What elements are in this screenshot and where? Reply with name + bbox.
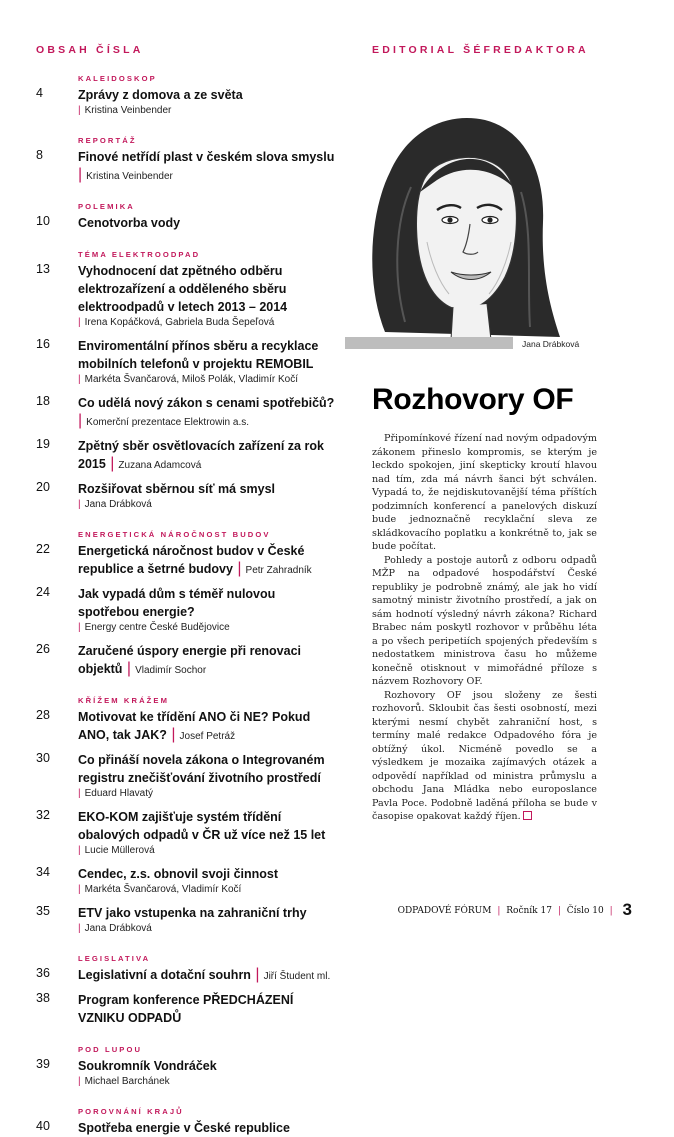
entry-title: Co přináší novela zákona o Integrovaném registru znečišťování životního prostředí xyxy=(78,753,325,785)
entry-page-number: 38 xyxy=(36,991,50,1005)
footer-separator: | xyxy=(557,906,561,916)
author-separator: | xyxy=(78,166,83,183)
toc-entry[interactable] xyxy=(36,966,336,984)
section-label: KŘÍŽEM KRÁŽEM xyxy=(78,696,169,705)
toc-entry[interactable] xyxy=(36,480,336,512)
editorial-paragraph xyxy=(372,689,597,824)
entry-title: Vyhodnocení dat zpětného odběru elektrozařízení a odděleného sběru elektroodpadů v letech 2013 – 2014 xyxy=(78,264,288,314)
toc-section xyxy=(36,202,336,232)
entry-title: Zprávy z domova a ze světa xyxy=(78,88,243,102)
editorial-header xyxy=(372,44,628,56)
entry-page-number: 40 xyxy=(36,1119,50,1133)
author-separator: | xyxy=(78,1076,81,1087)
toc-section xyxy=(36,530,336,678)
entry-page-number: 30 xyxy=(36,751,50,765)
entry-page-number: 19 xyxy=(36,437,50,451)
section-label: ENERGETICKÁ NÁROČNOST BUDOV xyxy=(78,530,271,539)
entry-title: Cenotvorba vody xyxy=(78,216,181,230)
toc-entry[interactable] xyxy=(36,337,336,387)
entry-author: Lucie Müllerová xyxy=(84,845,155,856)
entry-author: Irena Kopáčková, Gabriela Buda Šepeľová xyxy=(84,317,275,328)
entry-page-number: 20 xyxy=(36,480,50,494)
entry-author: Zuzana Adamcová xyxy=(118,460,202,471)
entry-author: Kristina Veinbender xyxy=(84,105,172,116)
entry-author-line xyxy=(78,883,336,897)
section-label: LEGISLATIVA xyxy=(78,954,151,963)
entry-title: Cendec, z.s. obnovil svoji činnost xyxy=(78,867,279,881)
entry-title: Rozšiřovat sběrnou síť má smysl xyxy=(78,482,276,496)
author-separator: | xyxy=(78,923,81,934)
section-label: TÉMA ELEKTROODPAD xyxy=(78,250,201,259)
author-separator: | xyxy=(78,622,81,633)
entry-page-number: 26 xyxy=(36,642,50,656)
page-footer xyxy=(398,900,632,920)
editorial-heading: EDITORIAL ŠÉFREDAKTORA xyxy=(372,44,589,56)
entry-author: Jiří Študent ml. xyxy=(263,971,331,982)
entry-author: Markéta Švančarová, Miloš Polák, Vladimír Kočí xyxy=(84,374,299,385)
entry-author: Jana Drábková xyxy=(84,923,152,934)
entry-author-line xyxy=(78,498,336,512)
issue: Číslo 10 xyxy=(566,906,604,916)
toc-section xyxy=(36,136,336,184)
toc-entry[interactable] xyxy=(36,865,336,897)
editorial-paragraph: Pohledy a postoje autorů z odboru odpadů MŽP na odpadové hospodářství České republiky je podrobně známý, ale jak ho vidí samotný ministr životního prostředí, a jak on sám hodnotí výsledný návrh zákona? Richard Brabec nám poskytl rozhovor v průběhu léta a po všech peripetiích spojených především s nedostatkem ministrova času ho můžeme konečně otisknout v mimořádné příloze s názvem Rozhovory OF. xyxy=(372,554,597,687)
entry-page-number: 35 xyxy=(36,904,50,918)
toc-section xyxy=(36,1045,336,1089)
author-separator: | xyxy=(78,412,83,429)
end-mark-icon xyxy=(523,811,532,820)
author-separator: | xyxy=(78,499,81,510)
entry-page-number: 18 xyxy=(36,394,50,408)
toc-entry[interactable] xyxy=(36,148,336,184)
toc-entry[interactable] xyxy=(36,1057,336,1089)
entry-author-line xyxy=(78,922,336,936)
editorial-headline: Rozhovory OF xyxy=(372,383,574,416)
entry-page-number: 36 xyxy=(36,966,50,980)
entry-author: Josef Petráž xyxy=(179,731,236,742)
magazine-name: ODPADOVÉ FÓRUM xyxy=(397,906,492,916)
toc-section xyxy=(36,954,336,1027)
section-label: POLEMIKA xyxy=(78,202,135,211)
entry-author-line xyxy=(78,373,336,387)
entry-page-number: 10 xyxy=(36,214,50,228)
entry-author: Markéta Švančarová, Vladimír Kočí xyxy=(84,884,242,895)
toc-entry[interactable] xyxy=(36,437,336,473)
author-separator: | xyxy=(78,845,81,856)
entry-title: ETV jako vstupenka na zahraniční trhy xyxy=(78,906,307,920)
table-of-contents xyxy=(36,44,336,1137)
author-separator: | xyxy=(78,884,81,895)
author-separator: | xyxy=(78,788,81,799)
author-separator: | xyxy=(78,374,81,385)
toc-sections xyxy=(36,74,336,1137)
toc-entry[interactable] xyxy=(36,808,336,858)
section-label: POD LUPOU xyxy=(78,1045,143,1054)
entry-title: Energetická náročnost budov v České republice a šetrné budovy xyxy=(78,544,305,576)
volume: Ročník 17 xyxy=(506,906,552,916)
entry-title: Enviromentální přínos sběru a recyklace mobilních telefonů v projektu REMOBIL xyxy=(78,339,319,371)
entry-author-line xyxy=(78,104,336,118)
entry-author: Vladimír Sochor xyxy=(135,665,207,676)
toc-entry[interactable] xyxy=(36,542,336,578)
entry-page-number: 32 xyxy=(36,808,50,822)
editorial-paragraph: Připomínkové řízení nad novým odpadovým zákonem přineslo kompromis, se kterým je leckdo spokojen, jiní skepticky kroutí hlavou nad tím, zda má návrh šanci být schválen. Vypadá to, že nejdiskutovanější téma příštích podzimních konferencí a panelových diskuzí bude jednoznačně recyklační sleva ze skládkovacího poplatku a konkrétně to, jak se bude počítat. xyxy=(372,433,597,552)
footer-separator: | xyxy=(609,906,613,916)
portrait-caption: Jana Drábková xyxy=(522,339,580,349)
toc-entry[interactable] xyxy=(36,585,336,635)
editorial-body xyxy=(372,432,597,824)
entry-page-number: 34 xyxy=(36,865,50,879)
toc-entry[interactable] xyxy=(36,394,336,430)
entry-title: Legislativní a dotační souhrn xyxy=(78,968,251,982)
entry-author: Petr Zahradník xyxy=(245,565,312,576)
entry-title: Finové netřídí plast v českém slova smyslu xyxy=(78,150,335,164)
toc-entry[interactable] xyxy=(36,1119,336,1137)
entry-title: Zaručené úspory energie při renovaci objektů xyxy=(78,644,301,676)
entry-page-number: 16 xyxy=(36,337,50,351)
entry-page-number: 39 xyxy=(36,1057,50,1071)
toc-heading: OBSAH ČÍSLA xyxy=(36,44,144,56)
section-label: REPORTÁŽ xyxy=(78,136,137,145)
toc-section xyxy=(36,696,336,936)
entry-author: Jana Drábková xyxy=(84,499,152,510)
author-separator: | xyxy=(78,105,81,116)
author-separator: | xyxy=(255,966,260,983)
entry-author: Michael Barchánek xyxy=(84,1076,170,1087)
entry-title: Jak vypadá dům s téměř nulovou spotřebou energie? xyxy=(78,587,276,619)
section-label: KALEIDOSKOP xyxy=(78,74,157,83)
entry-author: Eduard Hlavatý xyxy=(84,788,153,799)
editor-portrait-illustration xyxy=(345,92,565,340)
entry-author: Kristina Veinbender xyxy=(86,171,173,182)
entry-page-number: 22 xyxy=(36,542,50,556)
entry-title: Program konference PŘEDCHÁZENÍ VZNIKU ODPADŮ xyxy=(78,993,294,1025)
section-label: POROVNÁNÍ KRAJŮ xyxy=(78,1107,184,1116)
entry-title: Spotřeba energie v České republice xyxy=(78,1121,290,1135)
entry-author-line xyxy=(78,787,336,801)
entry-author: Energy centre České Budějovice xyxy=(84,622,230,633)
toc-entry[interactable] xyxy=(36,642,336,678)
toc-section xyxy=(36,1107,336,1137)
author-separator: | xyxy=(126,660,132,677)
entry-page-number: 4 xyxy=(36,86,43,100)
entry-page-number: 24 xyxy=(36,585,50,599)
entry-page-number: 28 xyxy=(36,708,50,722)
entry-title: Soukromník Vondráček xyxy=(78,1059,217,1073)
entry-page-number: 13 xyxy=(36,262,50,276)
toc-section xyxy=(36,74,336,118)
entry-author-line xyxy=(78,316,336,330)
entry-author-line xyxy=(78,621,336,635)
entry-title: EKO-KOM zajišťuje systém třídění obalových odpadů v ČR už více než 15 let xyxy=(78,810,326,842)
toc-entry[interactable] xyxy=(36,214,336,232)
footer-separator: | xyxy=(497,906,501,916)
caption-bar xyxy=(345,337,513,349)
entry-title: Motivovat ke třídění ANO či NE? Pokud ANO, tak JAK? xyxy=(78,710,311,742)
editorial-paragraph-text: Rozhovory OF jsou složeny ze šesti rozhovorů. Skloubit čas šesti osobností, mezi kterými nesmí chybět zahraniční host, s termíny malé redakce Odpadového fóra je obtížný úkol. Nicméně povedlo se a výsledkem je mozaika zajímavých otázek a odpovědí například od ministra průmyslu a obchodu Jana Mládka nebo europoslance Pavla Poce. Podobně laděná příloha se bude v časopise opakovat každý říjen. xyxy=(372,689,597,822)
entry-author-line xyxy=(78,1075,336,1089)
page-number: 3 xyxy=(622,900,632,919)
toc-entry[interactable] xyxy=(36,991,336,1027)
author-separator: | xyxy=(237,560,242,577)
toc-entry[interactable] xyxy=(36,904,336,936)
toc-entry[interactable] xyxy=(36,751,336,801)
entry-author-line xyxy=(78,844,336,858)
toc-entry[interactable] xyxy=(36,86,336,118)
author-separator: | xyxy=(78,317,81,328)
entry-author: Komerční prezentace Elektrowin a.s. xyxy=(86,417,250,428)
toc-section xyxy=(36,250,336,512)
author-separator: | xyxy=(171,726,176,743)
entry-page-number: 8 xyxy=(36,148,43,162)
author-separator: | xyxy=(110,455,115,472)
entry-title: Co udělá nový zákon s cenami spotřebičů? xyxy=(78,396,335,410)
entry-title: Zpětný sběr osvětlovacích zařízení za rok 2015 xyxy=(78,439,324,471)
toc-entry[interactable] xyxy=(36,262,336,330)
toc-entry[interactable] xyxy=(36,708,336,744)
